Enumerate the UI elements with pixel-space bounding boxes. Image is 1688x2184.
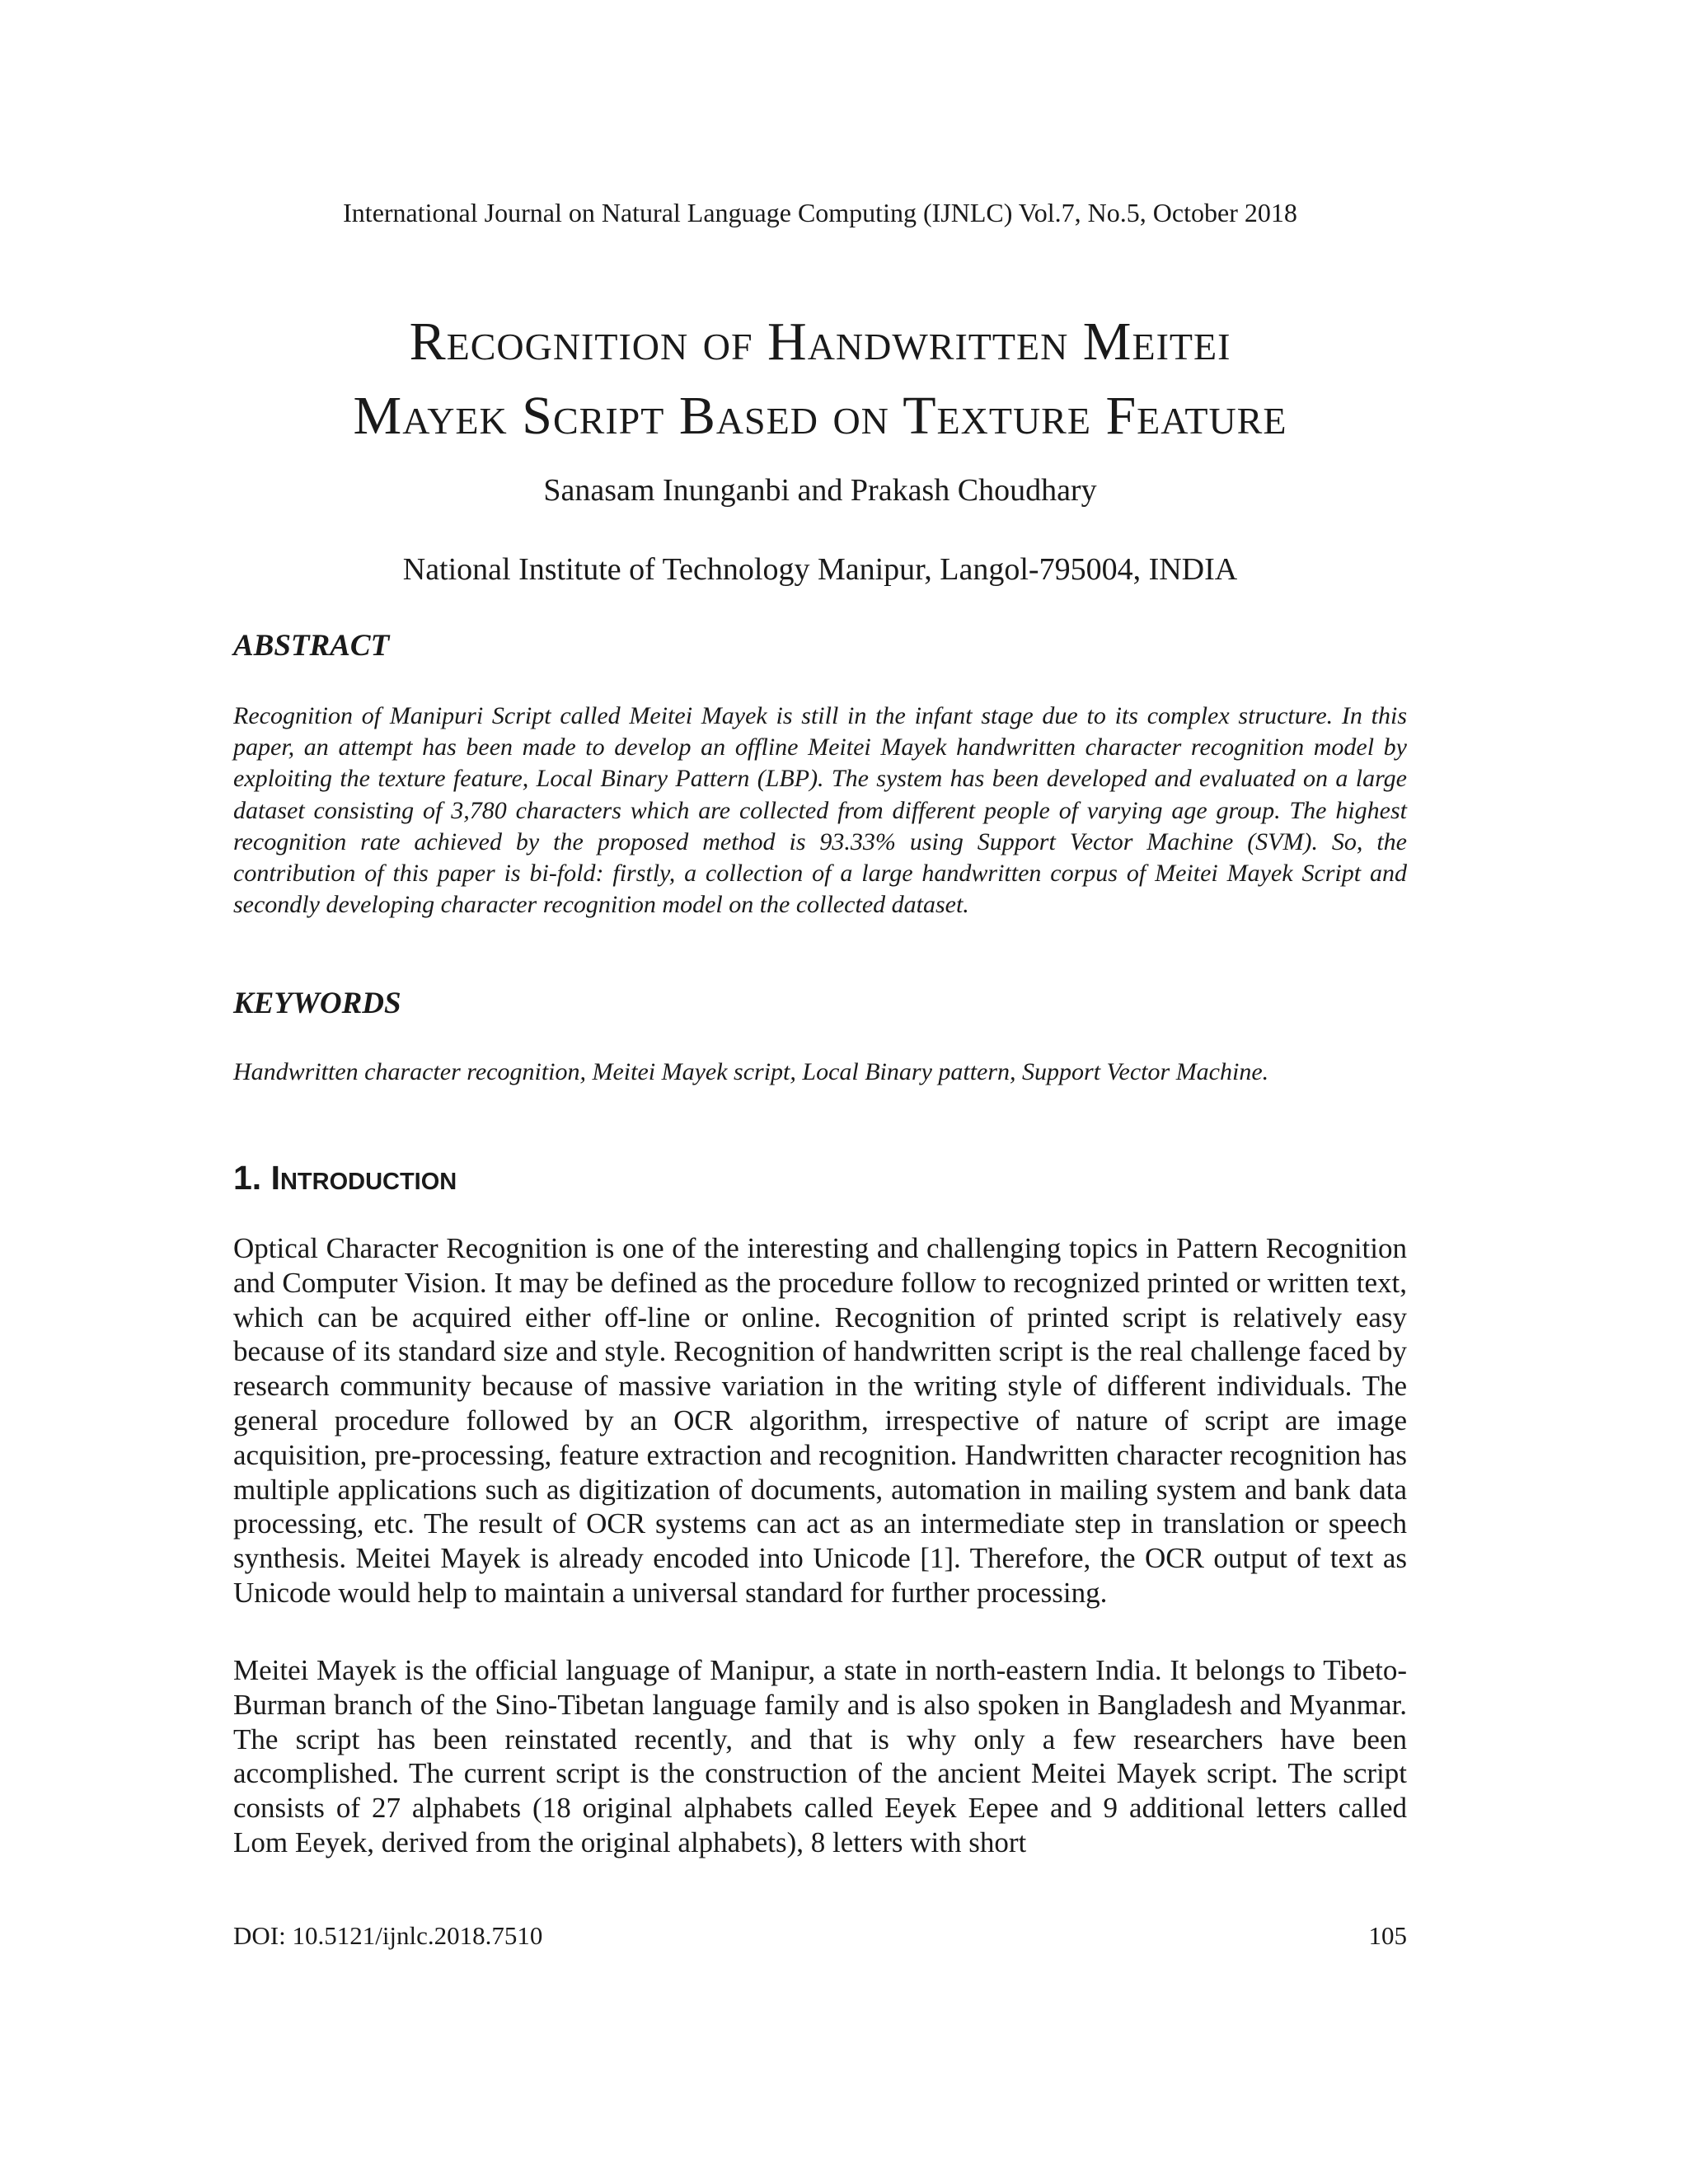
author-list: Sanasam Inunganbi and Prakash Choudhary — [543, 473, 1097, 508]
footer-doi: DOI: 10.5121/ijnlc.2018.7510 — [233, 1921, 543, 1950]
keywords-heading: KEYWORDS — [233, 987, 401, 1020]
abstract-heading: ABSTRACT — [233, 629, 390, 663]
keywords-text: Handwritten character recognition, Meitei Mayek script, Local Binary pattern, Support Vector Machine. — [233, 1058, 1269, 1085]
paper-title-line-2: Mayek Script Based on Texture Feature — [353, 386, 1287, 446]
body-paragraph: Meitei Mayek is the official language of Manipur, a state in north-eastern India. It belongs to Tibeto-Burman branch of the Sino-Tibetan language family and is also spoken in Bangladesh and Myanmar. The script has been reinstated recently, and that is why only a few researchers have been accomplished. The current script is the construction of the ancient Meitei Mayek script. The script consists of 27 alphabets (18 original alphabets called Eeyek Eepee and 9 additional letters called Lom Eeyek, derived from the original alphabets), 8 letters with short — [233, 1654, 1407, 1858]
body-paragraph: Optical Character Recognition is one of the interesting and challenging topics in Pattern Recognition and Computer Vision. It may be defined as the procedure follow to recognized printed or written text, which can be acquired either off-line or online. Recognition of printed script is relatively easy because of its standard size and style. Recognition of handwritten script is the real challenge faced by research community because of massive variation in the writing style of different individuals. The general procedure followed by an OCR algorithm, irrespective of nature of script are image acquisition, pre-processing, feature extraction and recognition. Handwritten character recognition has multiple applications such as digitization of documents, automation in mailing system and bank data processing, etc. The result of OCR systems can act as an intermediate step in translation or speech synthesis. Meitei Mayek is already encoded into Unicode [1]. Therefore, the OCR output of text as Unicode would help to maintain a universal standard for further processing. — [233, 1232, 1407, 1609]
author-affiliation: National Institute of Technology Manipur, Langol-795004, INDIA — [402, 552, 1238, 587]
journal-running-header: International Journal on Natural Language Computing (IJNLC) Vol.7, No.5, October 2018 — [343, 198, 1297, 227]
footer-page-number: 105 — [1368, 1921, 1407, 1950]
section-heading-introduction: 1. Introduction — [233, 1159, 457, 1197]
paper-title-line-1: Recognition of Handwritten Meitei — [409, 312, 1231, 372]
abstract-text: Recognition of Manipuri Script called Meitei Mayek is still in the infant stage due to its complex structure. In this paper, an attempt has been made to develop an offline Meitei Mayek handwritten character recognition model by exploiting the texture feature, Local Binary Pattern (LBP). The system has been developed and evaluated on a large dataset consisting of 3,780 characters which are collected from different people of varying age group. The highest recognition rate achieved by the proposed method is 93.33% using Support Vector Machine (SVM). So, the contribution of this paper is bi-fold: firstly, a collection of a large handwritten corpus of Meitei Mayek Script and secondly developing character recognition model on the collected dataset. — [233, 702, 1407, 919]
paper-title — [0, 305, 1640, 453]
